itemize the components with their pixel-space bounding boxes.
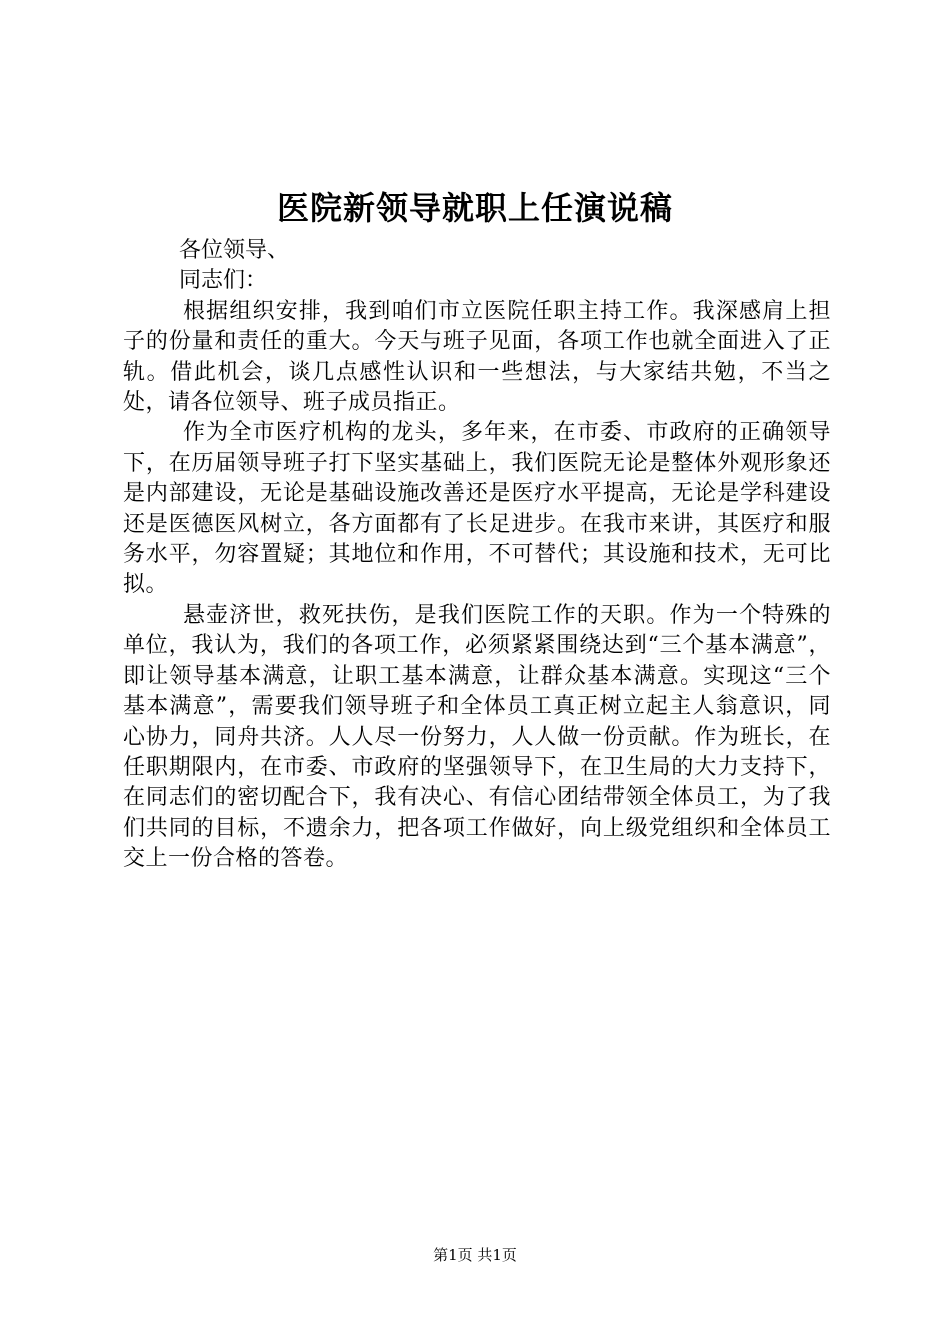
document-body — [123, 236, 831, 875]
paragraph-2: 作为全市医疗机构的龙头，多年来，在市委、市政府的正确领导下，在历届领导班子打下坚实基础上，我们医院无论是整体外观形象还是内部建设，无论是基础设施改善还是医疗水平提高，无论是学科建设还是医德医风树立，各方面都有了长足进步。在我市来讲，其医疗和服务水平，勿容置疑；其地位和作用，不可替代；其设施和技术，无可比拟。 — [123, 420, 831, 598]
document-title: 医院新领导就职上任演说稿 — [276, 189, 673, 227]
greeting-leaders: 各位领导、 — [179, 238, 290, 263]
paragraph-1: 根据组织安排，我到咱们市立医院任职主持工作。我深感肩上担子的份量和责任的重大。今天与班子见面，各项工作也就全面进入了正轨。借此机会，谈几点感性认识和一些想法，与大家结共勉，不当之处，请各位领导、班子成员指正。 — [123, 298, 831, 416]
paragraph-3: 悬壶济世，救死扶伤，是我们医院工作的天职。作为一个特殊的单位，我认为，我们的各项工作，必须紧紧围绕达到“三个基本满意”，即让领导基本满意，让职工基本满意，让群众基本满意。实现这“三个基本满意”，需要我们领导班子和全体员工真正树立起主人翁意识，同心协力，同舟共济。人人尽一份努力，人人做一份贡献。作为班长，在任职期限内，在市委、市政府的坚强领导下，在卫生局的大力支持下，在同志们的密切配合下，我有决心、有信心团结带领全体员工，为了我们共同的目标，不遗余力，把各项工作做好，向上级党组织和全体员工交上一份合格的答卷。 — [123, 602, 831, 872]
page-footer: 第1页 共1页 — [433, 1246, 517, 1264]
greeting-comrades: 同志们： — [179, 268, 268, 294]
